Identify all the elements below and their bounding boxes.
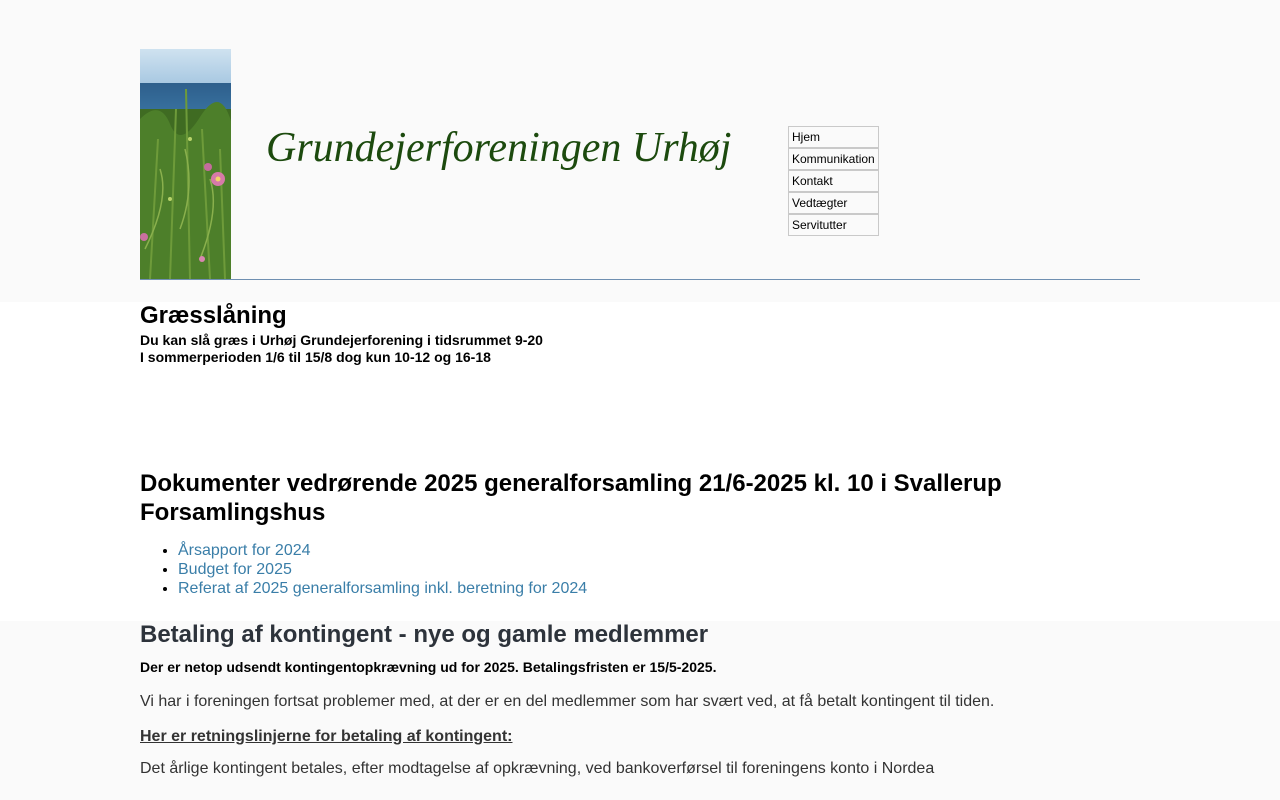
document-link-aarsrapport[interactable]: Årsapport for 2024 (178, 542, 311, 559)
nav-item-hjem[interactable]: Hjem (788, 126, 879, 148)
list-item (178, 541, 587, 560)
header-divider (140, 279, 1140, 280)
documents-list (140, 541, 587, 598)
payment-annual-text: Det årlige kontingent betales, efter modtagelse af opkrævning, ved bankoverførsel til foreningens konto i Nordea (140, 760, 935, 777)
payment-heading: Betaling af kontingent - nye og gamle medlemmer (140, 621, 709, 648)
nav-item-servitutter[interactable]: Servitutter (788, 214, 879, 236)
site-title: Grundejerforeningen Urhøj (266, 125, 732, 171)
nav-item-kommunikation[interactable]: Kommunikation (788, 148, 879, 170)
grass-hours: Du kan slå græs i Urhøj Grundejerforening i tidsrummet 9-20 (140, 332, 543, 348)
payment-notice: Der er netop udsendt kontingentopkrævning ud for 2025. Betalingsfristen er 15/5-2025. (140, 659, 717, 675)
nav-item-vedtaegter[interactable]: Vedtægter (788, 192, 879, 214)
list-item (178, 560, 587, 579)
document-link-referat[interactable]: Referat af 2025 generalforsamling inkl. beretning for 2024 (178, 580, 588, 597)
header-photo (140, 49, 231, 279)
documents-heading: Dokumenter vedrørende 2025 generalforsamling 21/6-2025 kl. 10 i Svallerup Forsamlingshus (140, 470, 1002, 526)
grass-summer-hours: I sommerperioden 1/6 til 15/8 dog kun 10-12 og 16-18 (140, 349, 491, 365)
main-nav (788, 126, 879, 236)
nav-item-kontakt[interactable]: Kontakt (788, 170, 879, 192)
payment-problem-text: Vi har i foreningen fortsat problemer med, at der er en del medlemmer som har svært ved, at få betalt kontingent til tiden. (140, 693, 995, 710)
list-item (178, 579, 587, 598)
header (0, 0, 1280, 302)
payment-guidelines-heading: Her er retningslinjerne for betaling af kontingent: (140, 728, 513, 745)
grass-heading: Græsslåning (140, 302, 287, 329)
document-link-budget[interactable]: Budget for 2025 (178, 561, 292, 578)
